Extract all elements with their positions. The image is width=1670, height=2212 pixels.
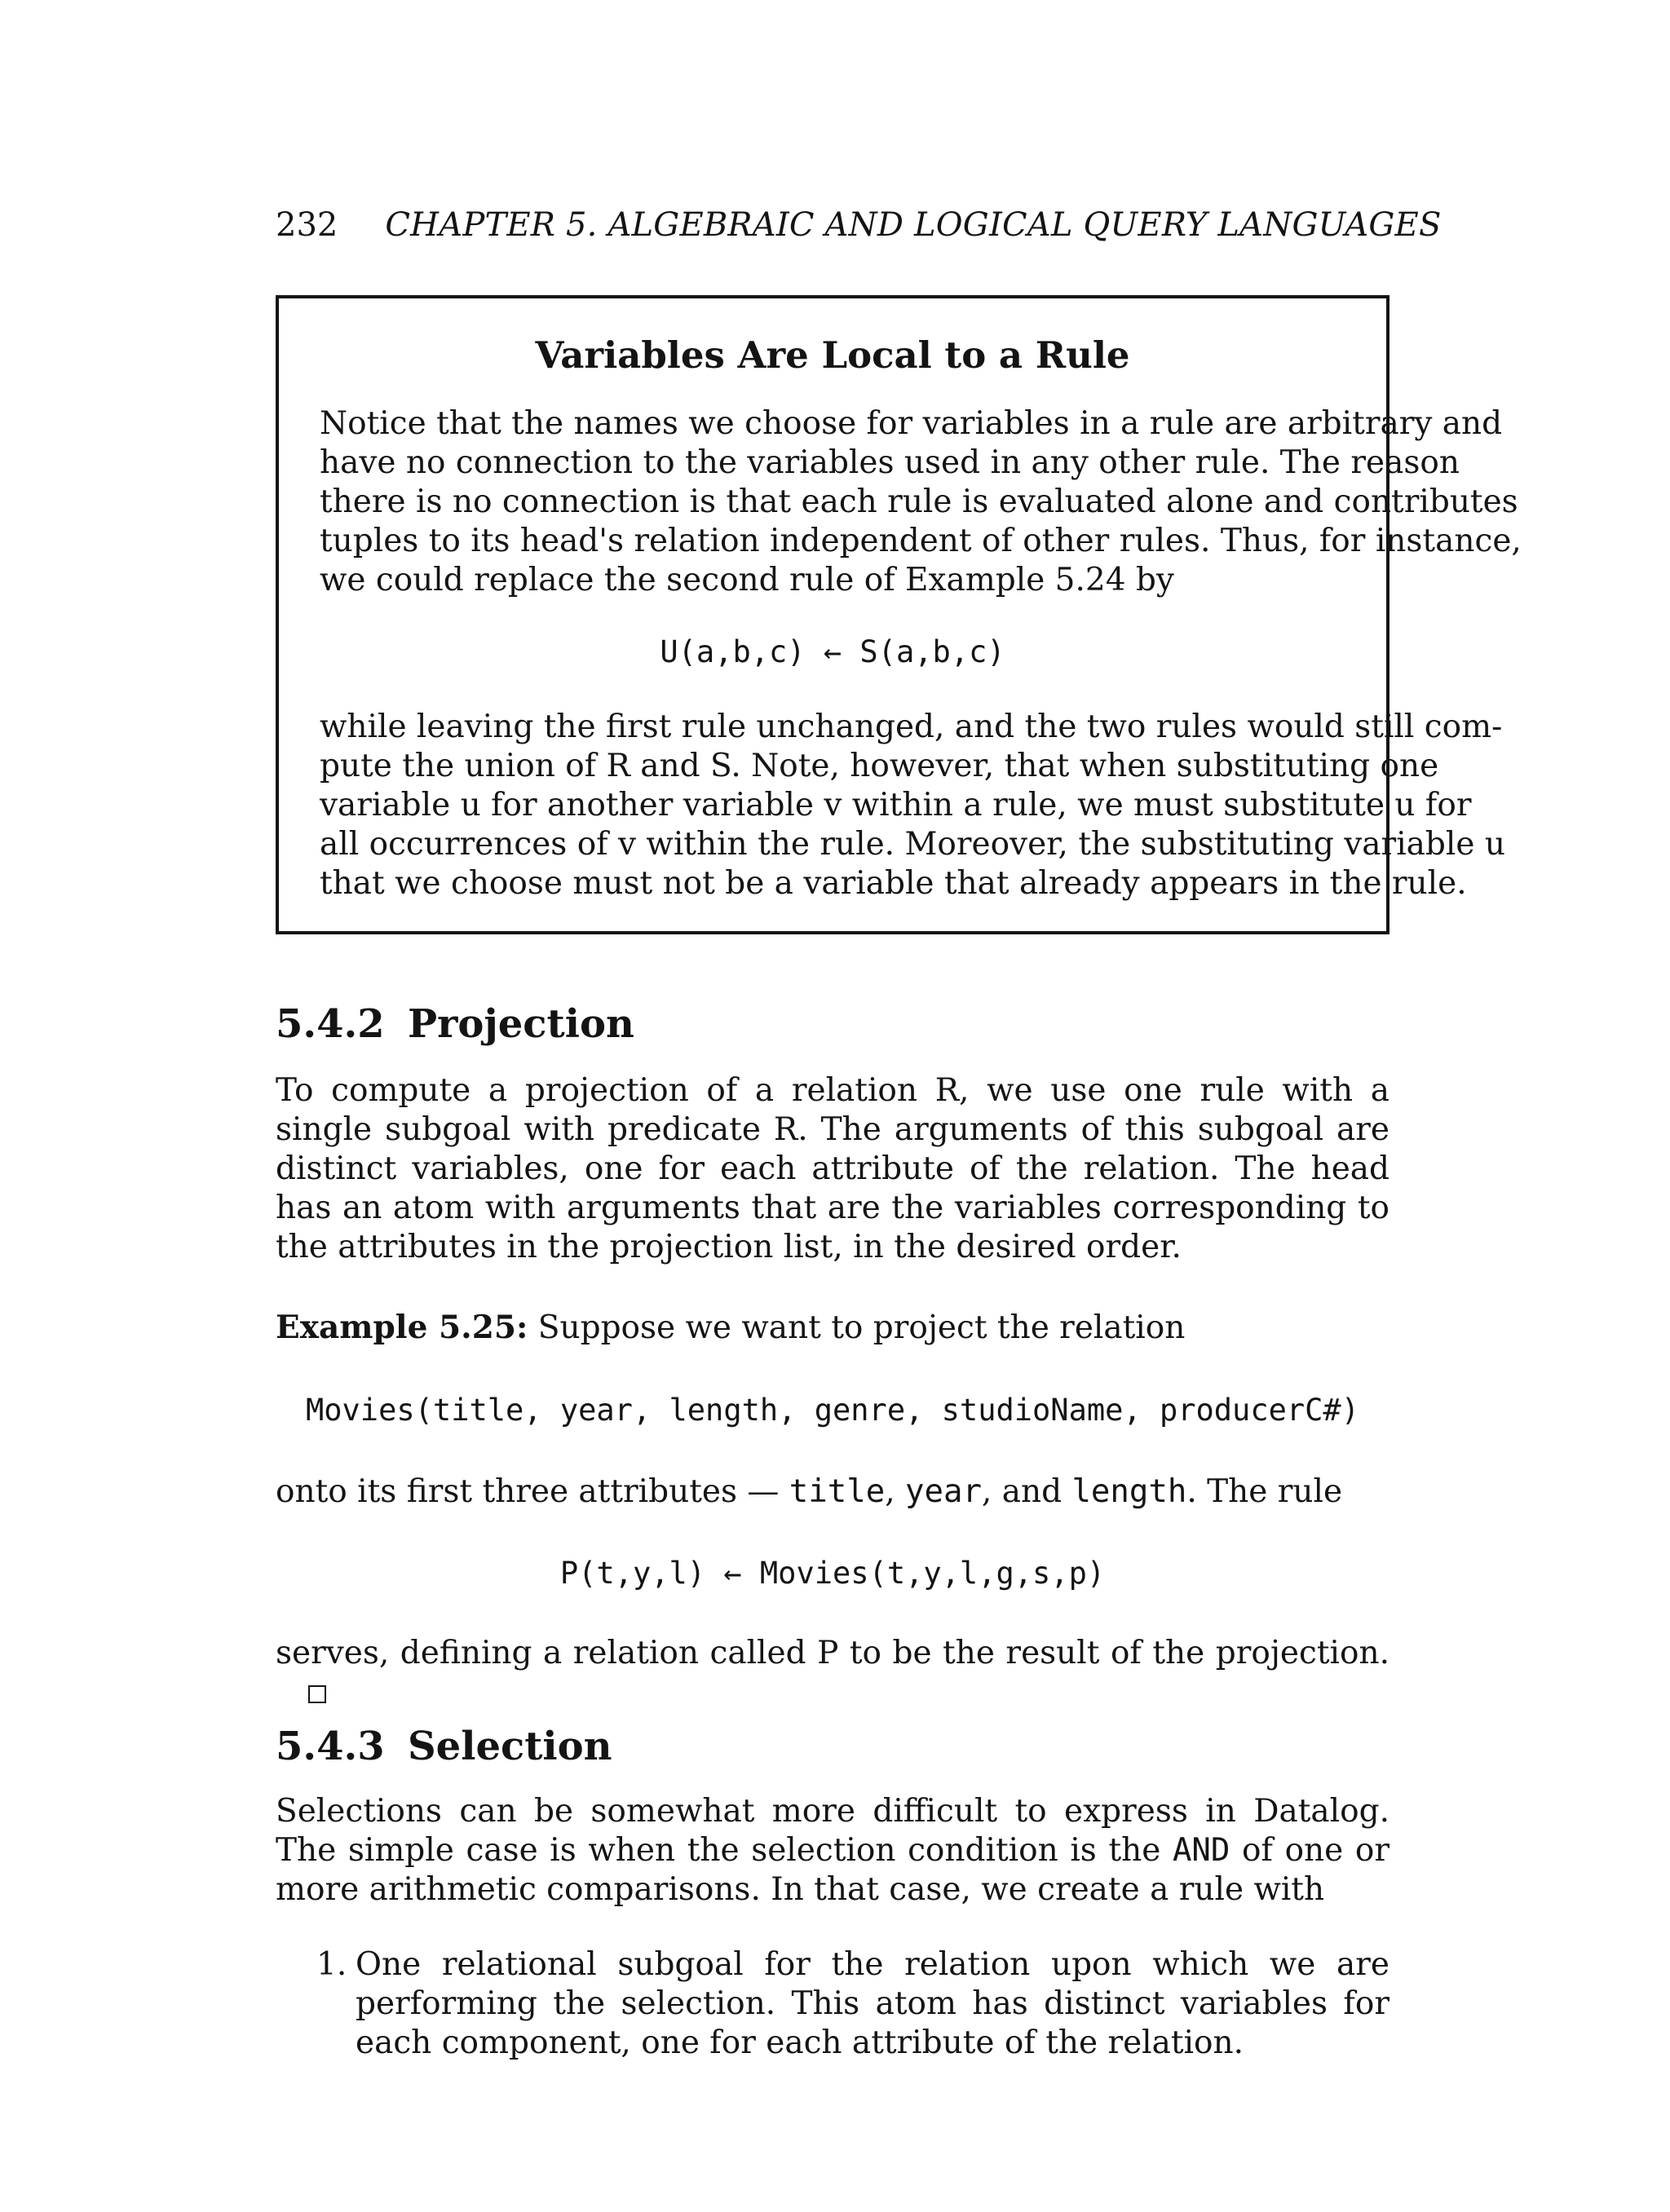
section-heading-selection [276,1722,612,1771]
attr-year: year [905,1473,982,1510]
projection-text: To compute a projection of a relation R, we use one rule with a single subgoal with predicate R. The arguments of this subgoal are distinct variables, one for each attribute of the relation. The head has an atom with arguments that are the variables corresponding to the attributes in the projection list, in the desired order. [276,1072,1389,1265]
box-title: Variables Are Local to a Rule [535,333,1130,377]
section-title: Selection [408,1724,612,1769]
box-p1-line: tuples to its head's relation independent of other rules. Thus, for instance, [320,523,1522,559]
example-label: Example 5.25: [276,1309,528,1346]
projection-rule-code: P(t,y,l) ← Movies(t,y,l,g,s,p) [559,1556,1106,1591]
example-intro-text: Suppose we want to project the relation [537,1309,1186,1346]
box-p2-line: variable u for another variable v within a rule, we must substitute u for [320,787,1472,823]
chapter-title: CHAPTER 5. ALGEBRAIC AND LOGICAL QUERY LANGUAGES [385,206,1442,244]
box-paragraph-2 [320,708,1505,903]
qed-square-icon [308,1685,326,1703]
attr-title: title [789,1473,886,1510]
example-conclusion [276,1634,1389,1712]
selection-text-1: Selections can be somewhat more difficult to express in Datalog. The simple case is when the selection condition is the [276,1793,1389,1869]
box-p2-line: while leaving the first rule unchanged, and the two rules would still com- [320,709,1503,745]
section-number: 5.4.3 [276,1724,385,1769]
movies-schema-code: Movies(title, year, length, genre, studioName, producerC#) [305,1393,1359,1428]
example-intro [276,1308,1389,1348]
box-paragraph-1 [320,404,1522,600]
section-title: Projection [408,1001,634,1047]
attr-sep: , [885,1473,905,1510]
box-p1-line: have no connection to the variables used in any other rule. The reason [320,444,1460,481]
section-number: 5.4.2 [276,1001,385,1047]
attr-length: length [1071,1473,1187,1510]
selection-text-2: of one or more arithmetic comparisons. In that case, we create a rule with [276,1832,1390,1908]
attr-sep: , and [981,1473,1072,1510]
list-item-number: 1. [316,1946,347,1983]
running-header [276,205,1442,245]
and-keyword: AND [1172,1832,1230,1869]
projection-paragraph [276,1071,1389,1267]
list-item-text: One relational subgoal for the relation upon which we are performing the selection. This atom has distinct variables for each component, one for each attribute of the relation. [356,1946,1389,2061]
page-number: 232 [276,206,338,244]
box-p1-line: there is no connection is that each rule is evaluated alone and contributes [320,483,1518,520]
selection-paragraph [276,1792,1389,1910]
box-p2-line: that we choose must not be a variable that already appears in the rule. [320,865,1467,902]
box-code-rule: U(a,b,c) ← S(a,b,c) [660,634,1005,669]
box-p2-line: all occurrences of v within the rule. Moreover, the substituting variable u [320,826,1505,863]
box-p1-line: Notice that the names we choose for variables in a rule are arbitrary and [320,405,1503,442]
box-p2-line: pute the union of R and S. Note, however, that when substituting one [320,748,1439,784]
example-mid-end: . The rule [1186,1473,1343,1510]
example-mid [276,1472,1389,1512]
box-p1-line: we could replace the second rule of Example 5.24 by [320,562,1174,598]
example-mid-text: onto its first three attributes — [276,1473,789,1510]
section-heading-projection [276,1000,634,1049]
sidebar-box [276,295,1522,934]
example-conclusion-text: serves, defining a relation called P to be the result of the projection. [276,1635,1389,1671]
